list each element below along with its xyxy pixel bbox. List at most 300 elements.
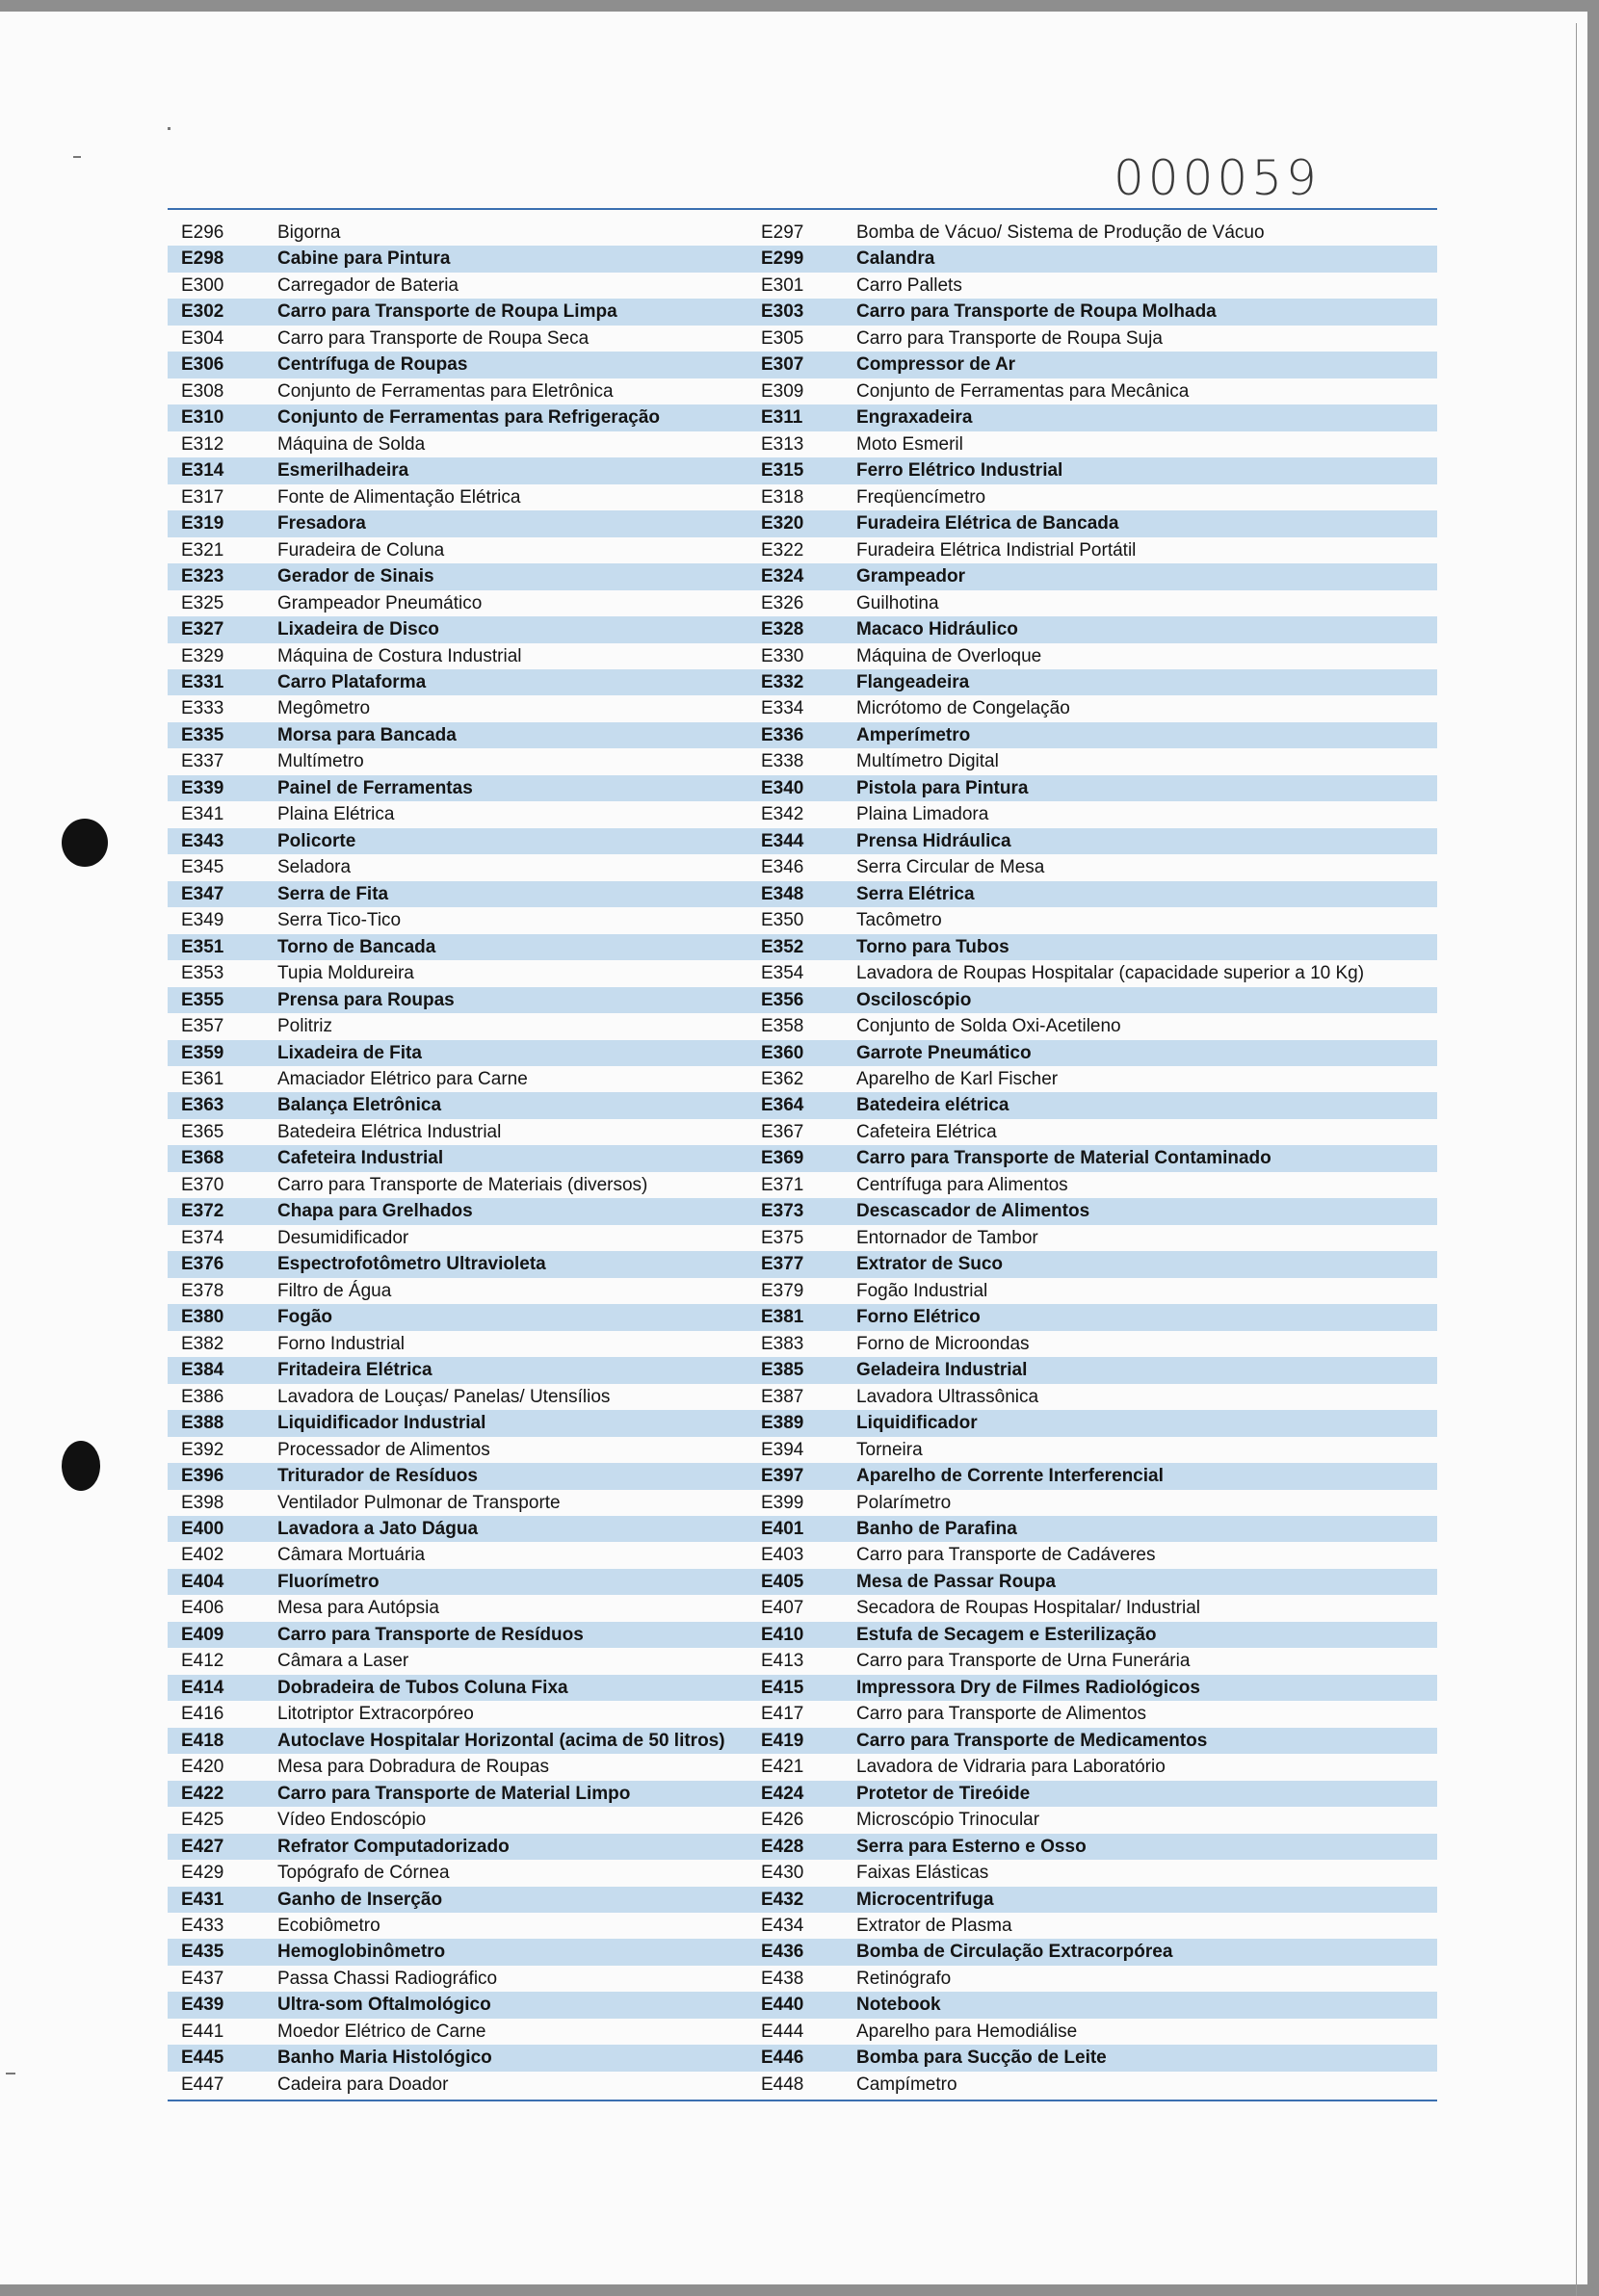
- equipment-code-left: E441: [181, 2021, 224, 2042]
- equipment-name-left: Refrator Computadorizado: [277, 1836, 510, 1857]
- table-bottom-rule: [168, 2100, 1437, 2101]
- equipment-code-left: E300: [181, 274, 224, 296]
- equipment-code-right: E424: [761, 1783, 804, 1804]
- table-row: [168, 1066, 1437, 1092]
- table-row: [168, 2072, 1437, 2098]
- table-row: [168, 1490, 1437, 1516]
- equipment-code-left: E374: [181, 1227, 224, 1248]
- equipment-name-left: Filtro de Água: [277, 1280, 392, 1301]
- equipment-name-left: Espectrofotômetro Ultravioleta: [277, 1254, 546, 1275]
- equipment-code-right: E438: [761, 1968, 804, 1989]
- equipment-name-right: Forno de Microondas: [856, 1333, 1030, 1354]
- equipment-code-left: E353: [181, 963, 224, 984]
- equipment-code-left: E345: [181, 857, 224, 878]
- equipment-name-left: Vídeo Endoscópio: [277, 1810, 427, 1831]
- equipment-code-right: E350: [761, 910, 804, 931]
- equipment-name-right: Máquina de Overloque: [856, 645, 1042, 666]
- equipment-code-right: E377: [761, 1254, 804, 1275]
- equipment-name-left: Fluorímetro: [277, 1571, 380, 1592]
- equipment-name-left: Autoclave Hospitalar Horizontal (acima de 50 litros): [277, 1730, 725, 1751]
- equipment-name-right: Ferro Elétrico Industrial: [856, 460, 1063, 482]
- equipment-code-left: E310: [181, 407, 224, 429]
- equipment-code-right: E413: [761, 1651, 804, 1672]
- table-row: [168, 722, 1437, 748]
- equipment-code-right: E313: [761, 433, 804, 455]
- equipment-name-left: Cadeira para Doador: [277, 2074, 449, 2095]
- equipment-name-right: Microcentrifuga: [856, 1889, 994, 1910]
- equipment-name-right: Lavadora Ultrassônica: [856, 1386, 1039, 1407]
- table-row: [168, 352, 1437, 378]
- table-row: [168, 1172, 1437, 1198]
- equipment-name-left: Multímetro: [277, 751, 364, 772]
- equipment-name-right: Carro para Transporte de Roupa Molhada: [856, 301, 1217, 323]
- equipment-code-left: E298: [181, 248, 224, 270]
- equipment-name-right: Guilhotina: [856, 592, 939, 613]
- table-row: [168, 1304, 1437, 1330]
- equipment-code-right: E318: [761, 486, 804, 508]
- table-row: [168, 1595, 1437, 1621]
- equipment-name-left: Lavadora de Louças/ Panelas/ Utensílios: [277, 1386, 611, 1407]
- equipment-name-right: Carro para Transporte de Material Contaminado: [856, 1148, 1271, 1169]
- equipment-code-left: E363: [181, 1095, 224, 1116]
- equipment-code-left: E412: [181, 1651, 224, 1672]
- equipment-code-left: E386: [181, 1386, 224, 1407]
- equipment-name-right: Descascador de Alimentos: [856, 1201, 1090, 1222]
- equipment-name-right: Moto Esmeril: [856, 433, 963, 455]
- equipment-name-left: Banho Maria Histológico: [277, 2048, 492, 2069]
- equipment-name-left: Forno Industrial: [277, 1333, 406, 1354]
- equipment-name-right: Tacômetro: [856, 910, 942, 931]
- equipment-name-right: Centrífuga para Alimentos: [856, 1174, 1068, 1195]
- punch-hole-mark: [62, 1441, 100, 1491]
- equipment-name-right: Faixas Elásticas: [856, 1863, 989, 1884]
- equipment-code-left: E323: [181, 566, 224, 587]
- table-row: [168, 801, 1437, 827]
- equipment-code-left: E427: [181, 1836, 224, 1857]
- equipment-name-left: Fresadora: [277, 513, 366, 535]
- equipment-name-right: Impressora Dry de Filmes Radiológicos: [856, 1677, 1200, 1698]
- table-row: [168, 1410, 1437, 1436]
- equipment-name-left: Fogão: [277, 1307, 332, 1328]
- equipment-code-right: E399: [761, 1492, 804, 1513]
- equipment-name-right: Aparelho para Hemodiálise: [856, 2021, 1078, 2042]
- equipment-code-right: E356: [761, 989, 804, 1010]
- equipment-name-left: Conjunto de Ferramentas para Refrigeração: [277, 407, 660, 429]
- equipment-code-right: E369: [761, 1148, 804, 1169]
- equipment-code-left: E302: [181, 301, 224, 323]
- equipment-code-left: E349: [181, 910, 224, 931]
- equipment-name-right: Carro para Transporte de Medicamentos: [856, 1730, 1208, 1751]
- equipment-name-right: Aparelho de Corrente Interferencial: [856, 1466, 1164, 1487]
- equipment-code-left: E422: [181, 1783, 224, 1804]
- punch-hole-mark: [62, 819, 108, 867]
- equipment-code-left: E343: [181, 830, 224, 851]
- equipment-name-right: Garrote Pneumático: [856, 1042, 1032, 1063]
- equipment-code-left: E372: [181, 1201, 224, 1222]
- equipment-name-right: Pistola para Pintura: [856, 777, 1029, 798]
- equipment-code-left: E304: [181, 327, 224, 349]
- equipment-name-left: Balança Eletrônica: [277, 1095, 442, 1116]
- equipment-name-left: Serra de Fita: [277, 883, 389, 904]
- equipment-code-left: E396: [181, 1466, 224, 1487]
- equipment-name-left: Carro para Transporte de Roupa Seca: [277, 327, 590, 349]
- equipment-name-right: Bomba de Circulação Extracorpórea: [856, 1942, 1173, 1963]
- equipment-code-right: E375: [761, 1227, 804, 1248]
- equipment-name-right: Polarímetro: [856, 1492, 952, 1513]
- equipment-name-right: Aparelho de Karl Fischer: [856, 1069, 1059, 1089]
- equipment-name-left: Esmerilhadeira: [277, 460, 409, 482]
- equipment-code-right: E371: [761, 1174, 804, 1195]
- equipment-code-right: E340: [761, 777, 804, 798]
- equipment-code-right: E407: [761, 1598, 804, 1619]
- equipment-name-left: Desumidificador: [277, 1227, 409, 1248]
- equipment-name-right: Freqüencímetro: [856, 486, 986, 508]
- equipment-name-left: Centrífuga de Roupas: [277, 354, 468, 376]
- equipment-code-left: E409: [181, 1624, 224, 1645]
- equipment-name-left: Morsa para Bancada: [277, 724, 457, 745]
- equipment-name-right: Bomba de Vácuo/ Sistema de Produção de Vácuo: [856, 222, 1265, 243]
- table-row: [168, 1092, 1437, 1118]
- equipment-name-left: Furadeira de Coluna: [277, 539, 445, 561]
- table-row: [168, 1516, 1437, 1542]
- equipment-code-right: E303: [761, 301, 804, 323]
- equipment-name-left: Megômetro: [277, 698, 371, 719]
- table-row: [168, 1040, 1437, 1066]
- table-row: [168, 1648, 1437, 1674]
- table-top-rule: [168, 208, 1437, 210]
- equipment-name-right: Conjunto de Solda Oxi-Acetileno: [856, 1016, 1121, 1037]
- equipment-code-left: E359: [181, 1042, 224, 1063]
- equipment-code-right: E354: [761, 963, 804, 984]
- equipment-code-right: E309: [761, 380, 804, 402]
- equipment-code-left: E325: [181, 592, 224, 613]
- table-row: [168, 1198, 1437, 1224]
- equipment-code-left: E368: [181, 1148, 224, 1169]
- page-number: 000059: [1114, 150, 1321, 206]
- equipment-code-left: E400: [181, 1518, 224, 1539]
- equipment-code-left: E314: [181, 460, 224, 482]
- equipment-name-left: Fonte de Alimentação Elétrica: [277, 486, 521, 508]
- equipment-name-right: Secadora de Roupas Hospitalar/ Industrial: [856, 1598, 1200, 1619]
- equipment-name-right: Mesa de Passar Roupa: [856, 1571, 1056, 1592]
- equipment-name-right: Protetor de Tireóide: [856, 1783, 1031, 1804]
- equipment-name-left: Grampeador Pneumático: [277, 592, 483, 613]
- equipment-code-right: E405: [761, 1571, 804, 1592]
- equipment-code-right: E410: [761, 1624, 804, 1645]
- equipment-name-left: Triturador de Resíduos: [277, 1466, 478, 1487]
- equipment-name-right: Carro para Transporte de Alimentos: [856, 1704, 1146, 1725]
- table-row: [168, 563, 1437, 589]
- equipment-code-left: E347: [181, 883, 224, 904]
- equipment-code-right: E297: [761, 222, 804, 243]
- table-row: [168, 431, 1437, 457]
- equipment-name-left: Ventilador Pulmonar de Transporte: [277, 1492, 561, 1513]
- table-row: [168, 1701, 1437, 1727]
- equipment-code-right: E320: [761, 513, 804, 535]
- equipment-name-right: Compressor de Ar: [856, 354, 1016, 376]
- equipment-code-left: E435: [181, 1942, 224, 1963]
- equipment-name-right: Extrator de Plasma: [856, 1916, 1012, 1936]
- scan-speck: [168, 127, 170, 130]
- equipment-name-left: Prensa para Roupas: [277, 989, 455, 1010]
- table-row: [168, 854, 1437, 880]
- equipment-name-right: Serra Circular de Mesa: [856, 857, 1045, 878]
- table-row: [168, 1384, 1437, 1410]
- table-row: [168, 1145, 1437, 1171]
- equipment-name-right: Campímetro: [856, 2074, 957, 2095]
- table-row: [168, 1013, 1437, 1039]
- table-row: [168, 1542, 1437, 1568]
- equipment-code-right: E334: [761, 698, 804, 719]
- table-row: [168, 537, 1437, 563]
- equipment-code-right: E397: [761, 1466, 804, 1487]
- equipment-name-right: Liquidificador: [856, 1413, 978, 1434]
- equipment-code-left: E306: [181, 354, 224, 376]
- equipment-name-right: Flangeadeira: [856, 671, 970, 692]
- equipment-name-left: Seladora: [277, 857, 352, 878]
- equipment-name-left: Torno de Bancada: [277, 936, 436, 957]
- equipment-name-left: Ganho de Inserção: [277, 1889, 443, 1910]
- equipment-code-left: E398: [181, 1492, 224, 1513]
- table-row: [168, 1992, 1437, 2018]
- table-row: [168, 273, 1437, 299]
- table-row: [168, 1251, 1437, 1277]
- equipment-code-right: E389: [761, 1413, 804, 1434]
- equipment-name-right: Notebook: [856, 1995, 941, 2016]
- equipment-code-left: E357: [181, 1016, 224, 1037]
- equipment-code-right: E385: [761, 1360, 804, 1381]
- scanned-page: [0, 12, 1587, 2284]
- equipment-name-right: Osciloscópio: [856, 989, 972, 1010]
- equipment-name-right: Lavadora de Vidraria para Laboratório: [856, 1757, 1166, 1778]
- table-row: [168, 1754, 1437, 1780]
- equipment-name-right: Estufa de Secagem e Esterilização: [856, 1624, 1157, 1645]
- table-row: [168, 2019, 1437, 2045]
- table-row: [168, 484, 1437, 510]
- equipment-code-left: E402: [181, 1545, 224, 1566]
- equipment-code-right: E421: [761, 1757, 804, 1778]
- equipment-name-right: Retinógrafo: [856, 1968, 952, 1989]
- equipment-name-left: Lavadora a Jato Dágua: [277, 1518, 479, 1539]
- table-row: [168, 299, 1437, 325]
- equipment-code-left: E296: [181, 222, 224, 243]
- equipment-name-left: Câmara Mortuária: [277, 1545, 426, 1566]
- equipment-name-right: Amperímetro: [856, 724, 971, 745]
- table-row: [168, 616, 1437, 642]
- table-row: [168, 881, 1437, 907]
- equipment-name-right: Calandra: [856, 248, 935, 270]
- equipment-code-left: E335: [181, 724, 224, 745]
- equipment-code-right: E307: [761, 354, 804, 376]
- equipment-code-left: E439: [181, 1995, 224, 2016]
- equipment-code-left: E404: [181, 1571, 224, 1592]
- equipment-name-right: Multímetro Digital: [856, 751, 999, 772]
- equipment-code-left: E355: [181, 989, 224, 1010]
- equipment-code-right: E373: [761, 1201, 804, 1222]
- equipment-code-left: E308: [181, 380, 224, 402]
- equipment-code-left: E447: [181, 2074, 224, 2095]
- table-row: [168, 1119, 1437, 1145]
- equipment-name-right: Serra para Esterno e Osso: [856, 1836, 1087, 1857]
- equipment-code-right: E440: [761, 1995, 804, 2016]
- equipment-code-left: E329: [181, 645, 224, 666]
- table-row: [168, 775, 1437, 801]
- table-row: [168, 220, 1437, 246]
- equipment-name-left: Câmara a Laser: [277, 1651, 409, 1672]
- table-row: [168, 1728, 1437, 1754]
- equipment-name-right: Banho de Parafina: [856, 1518, 1017, 1539]
- equipment-code-right: E426: [761, 1810, 804, 1831]
- equipment-name-left: Carro Plataforma: [277, 671, 427, 692]
- equipment-code-left: E312: [181, 433, 224, 455]
- table-row: [168, 934, 1437, 960]
- table-row: [168, 1225, 1437, 1251]
- equipment-name-right: Microscópio Trinocular: [856, 1810, 1040, 1831]
- equipment-name-right: Micrótomo de Congelação: [856, 698, 1070, 719]
- equipment-code-right: E315: [761, 460, 804, 482]
- equipment-name-right: Macaco Hidráulico: [856, 619, 1018, 640]
- equipment-code-right: E430: [761, 1863, 804, 1884]
- equipment-name-right: Torno para Tubos: [856, 936, 1009, 957]
- equipment-code-left: E376: [181, 1254, 224, 1275]
- equipment-code-left: E321: [181, 539, 224, 561]
- equipment-code-left: E392: [181, 1439, 224, 1460]
- equipment-code-right: E434: [761, 1916, 804, 1936]
- equipment-name-left: Amaciador Elétrico para Carne: [277, 1069, 528, 1089]
- table-row: [168, 1569, 1437, 1595]
- table-row: [168, 987, 1437, 1013]
- equipment-name-left: Carro para Transporte de Roupa Limpa: [277, 301, 617, 323]
- table-row: [168, 326, 1437, 352]
- equipment-name-right: Forno Elétrico: [856, 1307, 981, 1328]
- equipment-name-left: Mesa para Autópsia: [277, 1598, 439, 1619]
- equipment-code-left: E380: [181, 1307, 224, 1328]
- table-row: [168, 1675, 1437, 1701]
- table-row: [168, 1887, 1437, 1913]
- equipment-code-left: E365: [181, 1121, 224, 1142]
- table-row: [168, 907, 1437, 933]
- equipment-code-right: E417: [761, 1704, 804, 1725]
- equipment-name-left: Fritadeira Elétrica: [277, 1360, 433, 1381]
- equipment-name-right: Prensa Hidráulica: [856, 830, 1011, 851]
- equipment-code-left: E361: [181, 1069, 224, 1089]
- equipment-name-left: Carro para Transporte de Materiais (diversos): [277, 1174, 648, 1195]
- table-row: [168, 643, 1437, 669]
- equipment-code-left: E425: [181, 1810, 224, 1831]
- equipment-code-right: E436: [761, 1942, 804, 1963]
- equipment-code-left: E414: [181, 1677, 224, 1698]
- equipment-code-right: E299: [761, 248, 804, 270]
- equipment-code-right: E322: [761, 539, 804, 561]
- equipment-name-left: Moedor Elétrico de Carne: [277, 2021, 486, 2042]
- equipment-name-left: Dobradeira de Tubos Coluna Fixa: [277, 1677, 568, 1698]
- table-row: [168, 1860, 1437, 1886]
- equipment-code-right: E432: [761, 1889, 804, 1910]
- equipment-name-left: Cabine para Pintura: [277, 248, 451, 270]
- equipment-code-right: E448: [761, 2074, 804, 2095]
- equipment-name-right: Geladeira Industrial: [856, 1360, 1028, 1381]
- equipment-name-left: Chapa para Grelhados: [277, 1201, 473, 1222]
- equipment-name-left: Bigorna: [277, 222, 341, 243]
- table-row: [168, 1622, 1437, 1648]
- equipment-name-left: Conjunto de Ferramentas para Eletrônica: [277, 380, 614, 402]
- equipment-code-right: E328: [761, 619, 804, 640]
- scan-speck: [73, 156, 81, 158]
- table-row: [168, 1437, 1437, 1463]
- equipment-code-right: E332: [761, 671, 804, 692]
- equipment-name-left: Processador de Alimentos: [277, 1439, 490, 1460]
- equipment-code-left: E339: [181, 777, 224, 798]
- equipment-name-left: Cafeteira Industrial: [277, 1148, 444, 1169]
- equipment-name-left: Topógrafo de Córnea: [277, 1863, 450, 1884]
- equipment-code-right: E360: [761, 1042, 804, 1063]
- table-row: [168, 246, 1437, 272]
- equipment-name-right: Lavadora de Roupas Hospitalar (capacidade superior a 10 Kg): [856, 963, 1365, 984]
- equipment-code-right: E444: [761, 2021, 804, 2042]
- equipment-code-left: E341: [181, 804, 224, 825]
- equipment-code-right: E346: [761, 857, 804, 878]
- equipment-name-right: Batedeira elétrica: [856, 1095, 1009, 1116]
- equipment-code-right: E387: [761, 1386, 804, 1407]
- equipment-name-left: Tupia Moldureira: [277, 963, 414, 984]
- equipment-name-left: Painel de Ferramentas: [277, 777, 473, 798]
- equipment-code-left: E406: [181, 1598, 224, 1619]
- table-row: [168, 695, 1437, 721]
- equipment-code-left: E331: [181, 671, 224, 692]
- table-row: [168, 669, 1437, 695]
- equipment-table: [168, 220, 1437, 2098]
- equipment-code-left: E388: [181, 1413, 224, 1434]
- equipment-name-left: Passa Chassi Radiográfico: [277, 1968, 498, 1989]
- equipment-name-right: Carro Pallets: [856, 274, 962, 296]
- equipment-name-left: Carro para Transporte de Resíduos: [277, 1624, 584, 1645]
- table-row: [168, 1807, 1437, 1833]
- equipment-name-right: Conjunto de Ferramentas para Mecânica: [856, 380, 1190, 402]
- equipment-name-left: Gerador de Sinais: [277, 566, 434, 587]
- equipment-name-right: Carro para Transporte de Urna Funerária: [856, 1651, 1191, 1672]
- scan-speck: [6, 2073, 15, 2074]
- equipment-code-right: E415: [761, 1677, 804, 1698]
- table-row: [168, 378, 1437, 404]
- table-row: [168, 1278, 1437, 1304]
- equipment-name-left: Batedeira Elétrica Industrial: [277, 1121, 502, 1142]
- table-row: [168, 828, 1437, 854]
- table-row: [168, 1913, 1437, 1939]
- equipment-code-left: E429: [181, 1863, 224, 1884]
- equipment-name-right: Fogão Industrial: [856, 1280, 988, 1301]
- equipment-name-right: Carro para Transporte de Cadáveres: [856, 1545, 1156, 1566]
- equipment-name-left: Policorte: [277, 830, 356, 851]
- table-row: [168, 1939, 1437, 1965]
- equipment-code-right: E311: [761, 407, 803, 429]
- equipment-name-left: Ultra-som Oftalmológico: [277, 1995, 491, 2016]
- table-row: [168, 960, 1437, 986]
- equipment-code-left: E370: [181, 1174, 224, 1195]
- equipment-code-right: E338: [761, 751, 804, 772]
- equipment-code-right: E336: [761, 724, 804, 745]
- equipment-name-left: Lixadeira de Fita: [277, 1042, 422, 1063]
- table-row: [168, 590, 1437, 616]
- equipment-name-right: Grampeador: [856, 566, 965, 587]
- equipment-name-left: Litotriptor Extracorpóreo: [277, 1704, 474, 1725]
- equipment-code-right: E419: [761, 1730, 804, 1751]
- equipment-code-left: E333: [181, 698, 224, 719]
- table-row: [168, 510, 1437, 536]
- equipment-code-left: E378: [181, 1280, 224, 1301]
- equipment-code-right: E379: [761, 1280, 804, 1301]
- equipment-code-right: E381: [761, 1307, 804, 1328]
- equipment-name-left: Mesa para Dobradura de Roupas: [277, 1757, 550, 1778]
